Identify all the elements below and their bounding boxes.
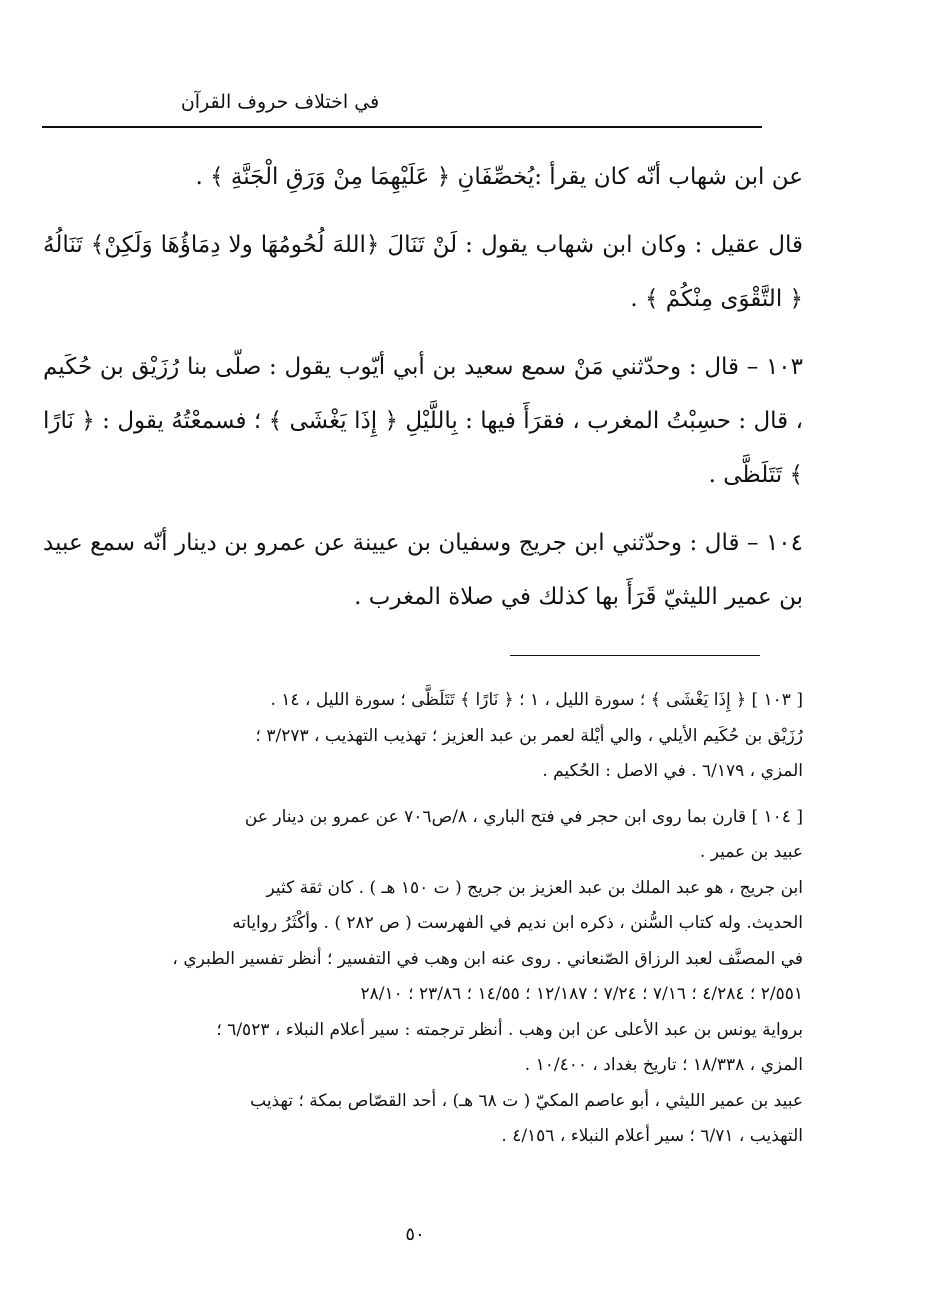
footnote-line: ابن جريج ، هو عبد الملك بن عبد العزيز بن جريج ( ت ١٥٠ هـ ) . كان ثقة كثير: [266, 877, 803, 898]
footnote-line: في المصنَّف لعبد الرزاق الصّنعاني . روى عنه ابن وهب في التفسير ؛ أنظر تفسير الطبري ،: [172, 948, 803, 969]
paragraph-1: عن ابن شهاب أنّه كان يقرأ :يُخصِّفَانِ ﴿ عَلَيْهِمَا مِنْ وَرَقِ الْجَنَّةِ ﴾ .: [195, 164, 803, 190]
footnote-104: [43, 800, 803, 871]
footnote-line: عبيد بن عمير الليثي ، أبو عاصم المكيّ ( ت ٦٨ هـ) ، أحد القصّاص بمكة ؛ تهذيب: [250, 1090, 803, 1111]
footnote-line: [ ١٠٣ ] ﴿ إِذَا يَغْشَى ﴾ ؛ سورة الليل ، ١ ؛ ﴿ نَارًا ﴾ تَتَلَظَّى ؛ سورة الليل ، ١٤ .: [270, 690, 803, 710]
footnote-line: المزي ، ٦/١٧٩ . في الاصل : الحُكيم .: [542, 761, 803, 781]
footnote-line: المزي ، ١٨/٣٣٨ ؛ تاريخ بغداد ، ١٠/٤٠٠ .: [524, 1055, 803, 1075]
footnote-ibn-jurayj: [43, 871, 803, 1013]
footnotes-rule: [510, 655, 760, 656]
header-rule: [42, 126, 762, 128]
page-number: ٥٠: [405, 1224, 425, 1245]
footnote-line: ٢/٥٥١ ؛ ٤/٢٨٤ ؛ ٧/١٦ ؛ ٧/٢٤ ؛ ١٢/١٨٧ ؛ ١٤/٥٥ ؛ ٢٣/٨٦ ؛ ٢٨/١٠: [360, 984, 803, 1004]
footnote-line: رُزَيْق بن حُكَيم الأيلي ، والي أيْلة لعمر بن عبد العزيز ؛ تهذيب التهذيب ، ٣/٢٧٣ ؛: [255, 725, 803, 746]
footnote-103: [43, 683, 803, 790]
footnote-ubayd: [43, 1084, 803, 1155]
paragraph-2: قال عقيل : وكان ابن شهاب يقول : لَنْ تَنَالَ ﴿اللهَ لُحُومُهَا ولا دِمَاؤُهَا وَلَكِنْ﴾ تَنَالُهُ ﴿ التَّقْوَى مِنْكُمْ ﴾ .: [43, 232, 803, 312]
footnote-line: عبيد بن عمير .: [699, 842, 803, 862]
footnotes: [43, 683, 803, 1155]
footnote-line: التهذيب ، ٦/٧١ ؛ سير أعلام النبلاء ، ٤/١٥٦ .: [501, 1126, 803, 1146]
paragraph-103: ١٠٣ – قال : وحدّثني مَنْ سمع سعيد بن أبي أيّوب يقول : صلّى بنا رُزَيْق بن حُكَيم ، قال : حسِبْتُ المغرب ، فقرَأَ فيها : بِاللَّيْلِ ﴿ إِذَا يَغْشَى ﴾ ؛ فسمعْتُهُ يقول : ﴿ نَارًا ﴾ تَتَلَظَّى .: [43, 354, 803, 488]
footnote-line: برواية يونس بن عبد الأعلى عن ابن وهب . أنظر ترجمته : سير أعلام النبلاء ، ٦/٥٢٣ ؛: [216, 1019, 803, 1040]
paragraph-104: ١٠٤ – قال : وحدّثني ابن جريج وسفيان بن عيينة عن عمرو بن دينار أنّه سمع عبيد بن عمير الليثيّ قَرَأَ بها كذلك في صلاة المغرب .: [43, 530, 803, 610]
main-text: [43, 150, 803, 624]
running-header-title: في اختلاف حروف القرآن: [180, 91, 380, 113]
footnote-line: الحديث. وله كتاب السُّنن ، ذكره ابن نديم في الفهرست ( ص ٢٨٢ ) . وأكْثَرُ رواياته: [232, 913, 803, 933]
footnote-yunus: [43, 1013, 803, 1084]
footnote-line: [ ١٠٤ ] قارن بما روى ابن حجر في فتح الباري ، ٨/ص٧٠٦ عن عمرو بن دينار عن: [244, 806, 803, 827]
